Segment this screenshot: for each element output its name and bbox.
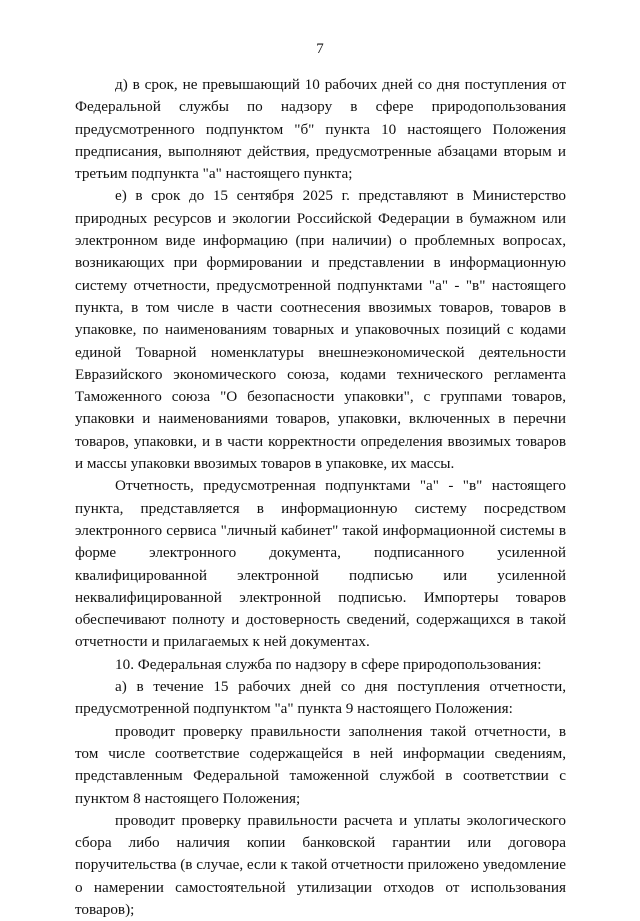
paragraph-reporting: Отчетность, предусмотренная подпунктами "а" - "в" настоящего пункта, представляется в информационную систему посредством электронного сервиса "личный кабинет" такой информационной системы в форме электронного документа, подписанного усиленной квалифицированной электронной подписью или усиленной неквалифицированной электронной подписью. Импортеры товаров обеспечивают полноту и достоверность сведений, содержащихся в такой отчетности и прилагаемых к ней документах. [75, 477, 566, 651]
paragraph-subitem-a: а) в течение 15 рабочих дней со дня поступления отчетности, предусмотренной подпунктом "а" пункта 9 настоящего Положения: [75, 678, 566, 718]
paragraph-subitem-d: д) в срок, не превышающий 10 рабочих дней со дня поступления от Федеральной службы по надзору в сфере природопользования предусмотренного подпунктом "б" пункта 10 настоящего Положения предписания, выполняют действия, предусмотренные абзацами вторым и третьим подпункта "а" настоящего пункта; [75, 76, 566, 183]
document-body [75, 74, 566, 921]
page-number: 7 [316, 41, 324, 57]
paragraph-item-10: 10. Федеральная служба по надзору в сфере природопользования: [115, 655, 542, 673]
paragraph-check-fee: проводит проверку правильности расчета и уплаты экологического сбора либо наличия копии банковской гарантии или договора поручительства (в случае, если к такой отчетности приложено уведомление о намерении самостоятельной утилизации отходов от использования товаров); [75, 811, 566, 918]
paragraph-subitem-e: е) в срок до 15 сентября 2025 г. представляют в Министерство природных ресурсов и экологии Российской Федерации в бумажном или электронном виде информацию (при наличии) о проблемных вопросах, возникающих при формировании и представлении в информационную систему отчетности, предусмотренной подпунктами "а" - "в" настоящего пункта, в том числе в части соотнесения ввозимых товаров, товаров в упаковке, по наименованиям товарных и упаковочных позиций с кодами единой Товарной номенклатуры внешнеэкономической деятельности Евразийского экономического союза, кодами технического регламента Таможенного союза "О безопасности упаковки", с группами товаров, упаковки и наименованиями товаров, упаковки, включенных в перечни товаров, упаковки, и в части корректности определения ввозимых товаров и массы упаковки ввозимых товаров в упаковке, их массы. [75, 187, 566, 473]
paragraph-check-completion: проводит проверку правильности заполнения такой отчетности, в том числе соответствие содержащейся в ней информации сведениям, представленным Федеральной таможенной службой в соответствии с пунктом 8 настоящего Положения; [75, 722, 566, 807]
